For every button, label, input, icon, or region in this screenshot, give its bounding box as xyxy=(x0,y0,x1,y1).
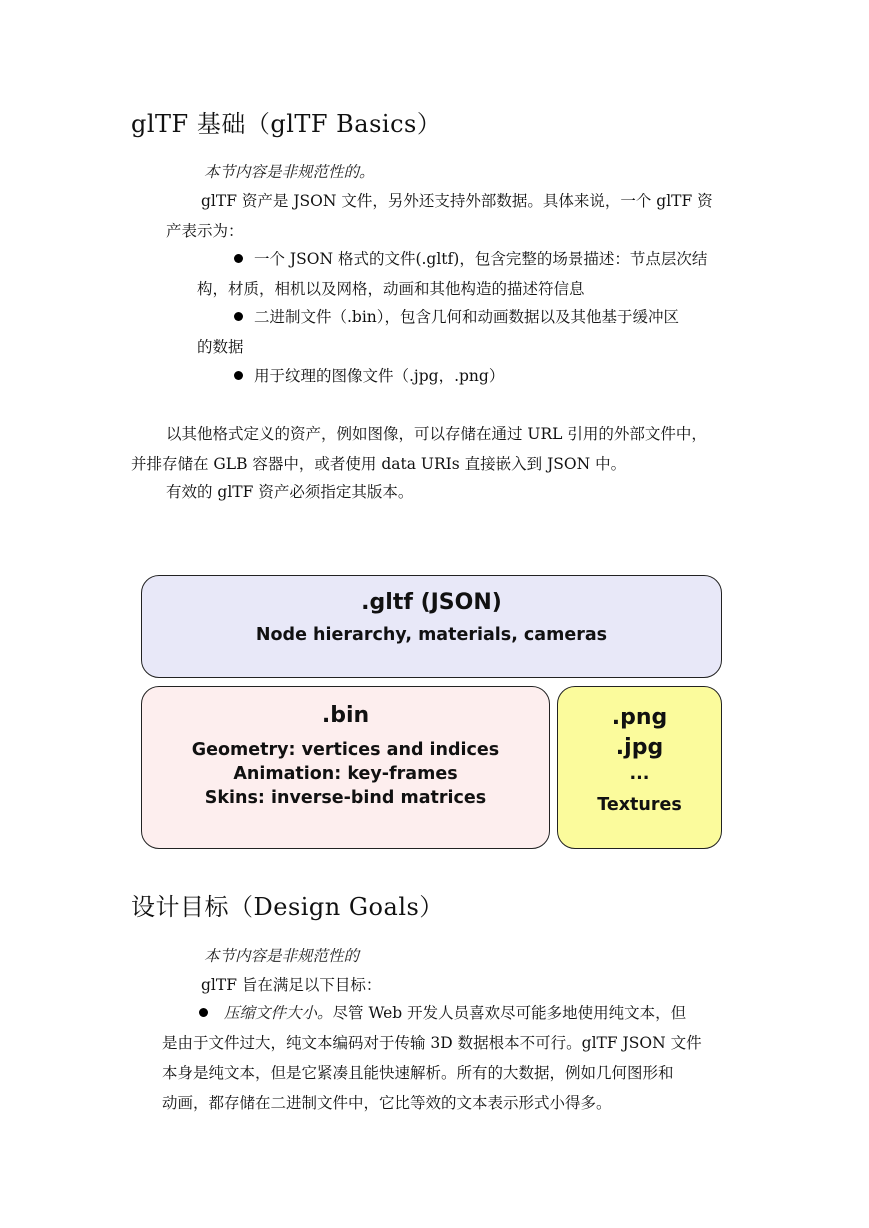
non-normative-note: 本节内容是非规范性的。 xyxy=(204,163,375,181)
bullet-text-continuation: 构，材质，相机以及网格，动画和其他构造的描述符信息 xyxy=(197,280,585,298)
intro-paragraph-line: glTF 资产是 JSON 文件，另外还支持外部数据。具体来说，一个 glTF 资 xyxy=(201,192,713,210)
bullet-text-continuation: 是由于文件过大，纯文本编码对于传输 3D 数据根本不可行。glTF JSON 文件 xyxy=(162,1034,702,1052)
bullet-icon xyxy=(234,371,243,380)
textures-box xyxy=(557,686,722,849)
intro-paragraph-line: 产表示为： xyxy=(166,222,244,240)
paragraph-line: 有效的 glTF 资产必须指定其版本。 xyxy=(166,483,414,501)
bullet-text-continuation: 的数据 xyxy=(197,338,244,356)
non-normative-note: 本节内容是非规范性的 xyxy=(204,947,360,965)
bullet-icon xyxy=(234,312,243,321)
bullet-text: 用于纹理的图像文件（.jpg，.png） xyxy=(254,367,505,385)
textures-format: .jpg xyxy=(615,735,664,760)
bullet-text xyxy=(224,1003,686,1023)
gltf-box-title: .gltf (JSON) xyxy=(361,590,502,615)
bin-box-line: Animation: key-frames xyxy=(233,764,458,784)
bin-box-title: .bin xyxy=(321,703,370,728)
gltf-box-subtitle: Node hierarchy, materials, cameras xyxy=(255,625,608,645)
bullet-icon xyxy=(199,1008,208,1017)
intro-paragraph-line: glTF 旨在满足以下目标： xyxy=(201,976,382,994)
section-title-gltf-basics: glTF 基础（glTF Basics） xyxy=(131,110,442,138)
bullet-lead: 压缩文件大小。 xyxy=(224,1004,333,1022)
paragraph-line: 以其他格式定义的资产，例如图像，可以存储在通过 URL 引用的外部文件中， xyxy=(166,425,707,443)
bin-box-line: Geometry: vertices and indices xyxy=(191,740,500,760)
textures-ellipsis: ... xyxy=(629,764,650,784)
bullet-text-continuation: 动画，都存储在二进制文件中，它比等效的文本表示形式小得多。 xyxy=(162,1094,612,1112)
bullet-body: 尽管 Web 开发人员喜欢尽可能多地使用纯文本，但 xyxy=(332,1004,687,1022)
section-title-design-goals: 设计目标（Design Goals） xyxy=(131,893,444,921)
bin-box-line: Skins: inverse-bind matrices xyxy=(204,788,487,808)
bullet-text: 一个 JSON 格式的文件(.gltf)，包含完整的场景描述：节点层次结 xyxy=(254,250,708,268)
bin-box xyxy=(141,686,550,849)
bullet-text-continuation: 本身是纯文本，但是它紧凑且能快速解析。所有的大数据，例如几何图形和 xyxy=(162,1064,674,1082)
textures-label: Textures xyxy=(597,795,682,815)
bullet-text: 二进制文件（.bin），包含几何和动画数据以及其他基于缓冲区 xyxy=(254,308,680,326)
bullet-icon xyxy=(234,254,243,263)
textures-format: .png xyxy=(611,705,668,730)
gltf-json-box xyxy=(141,575,722,678)
paragraph-line: 并排存储在 GLB 容器中，或者使用 data URIs 直接嵌入到 JSON 中。 xyxy=(131,455,627,473)
